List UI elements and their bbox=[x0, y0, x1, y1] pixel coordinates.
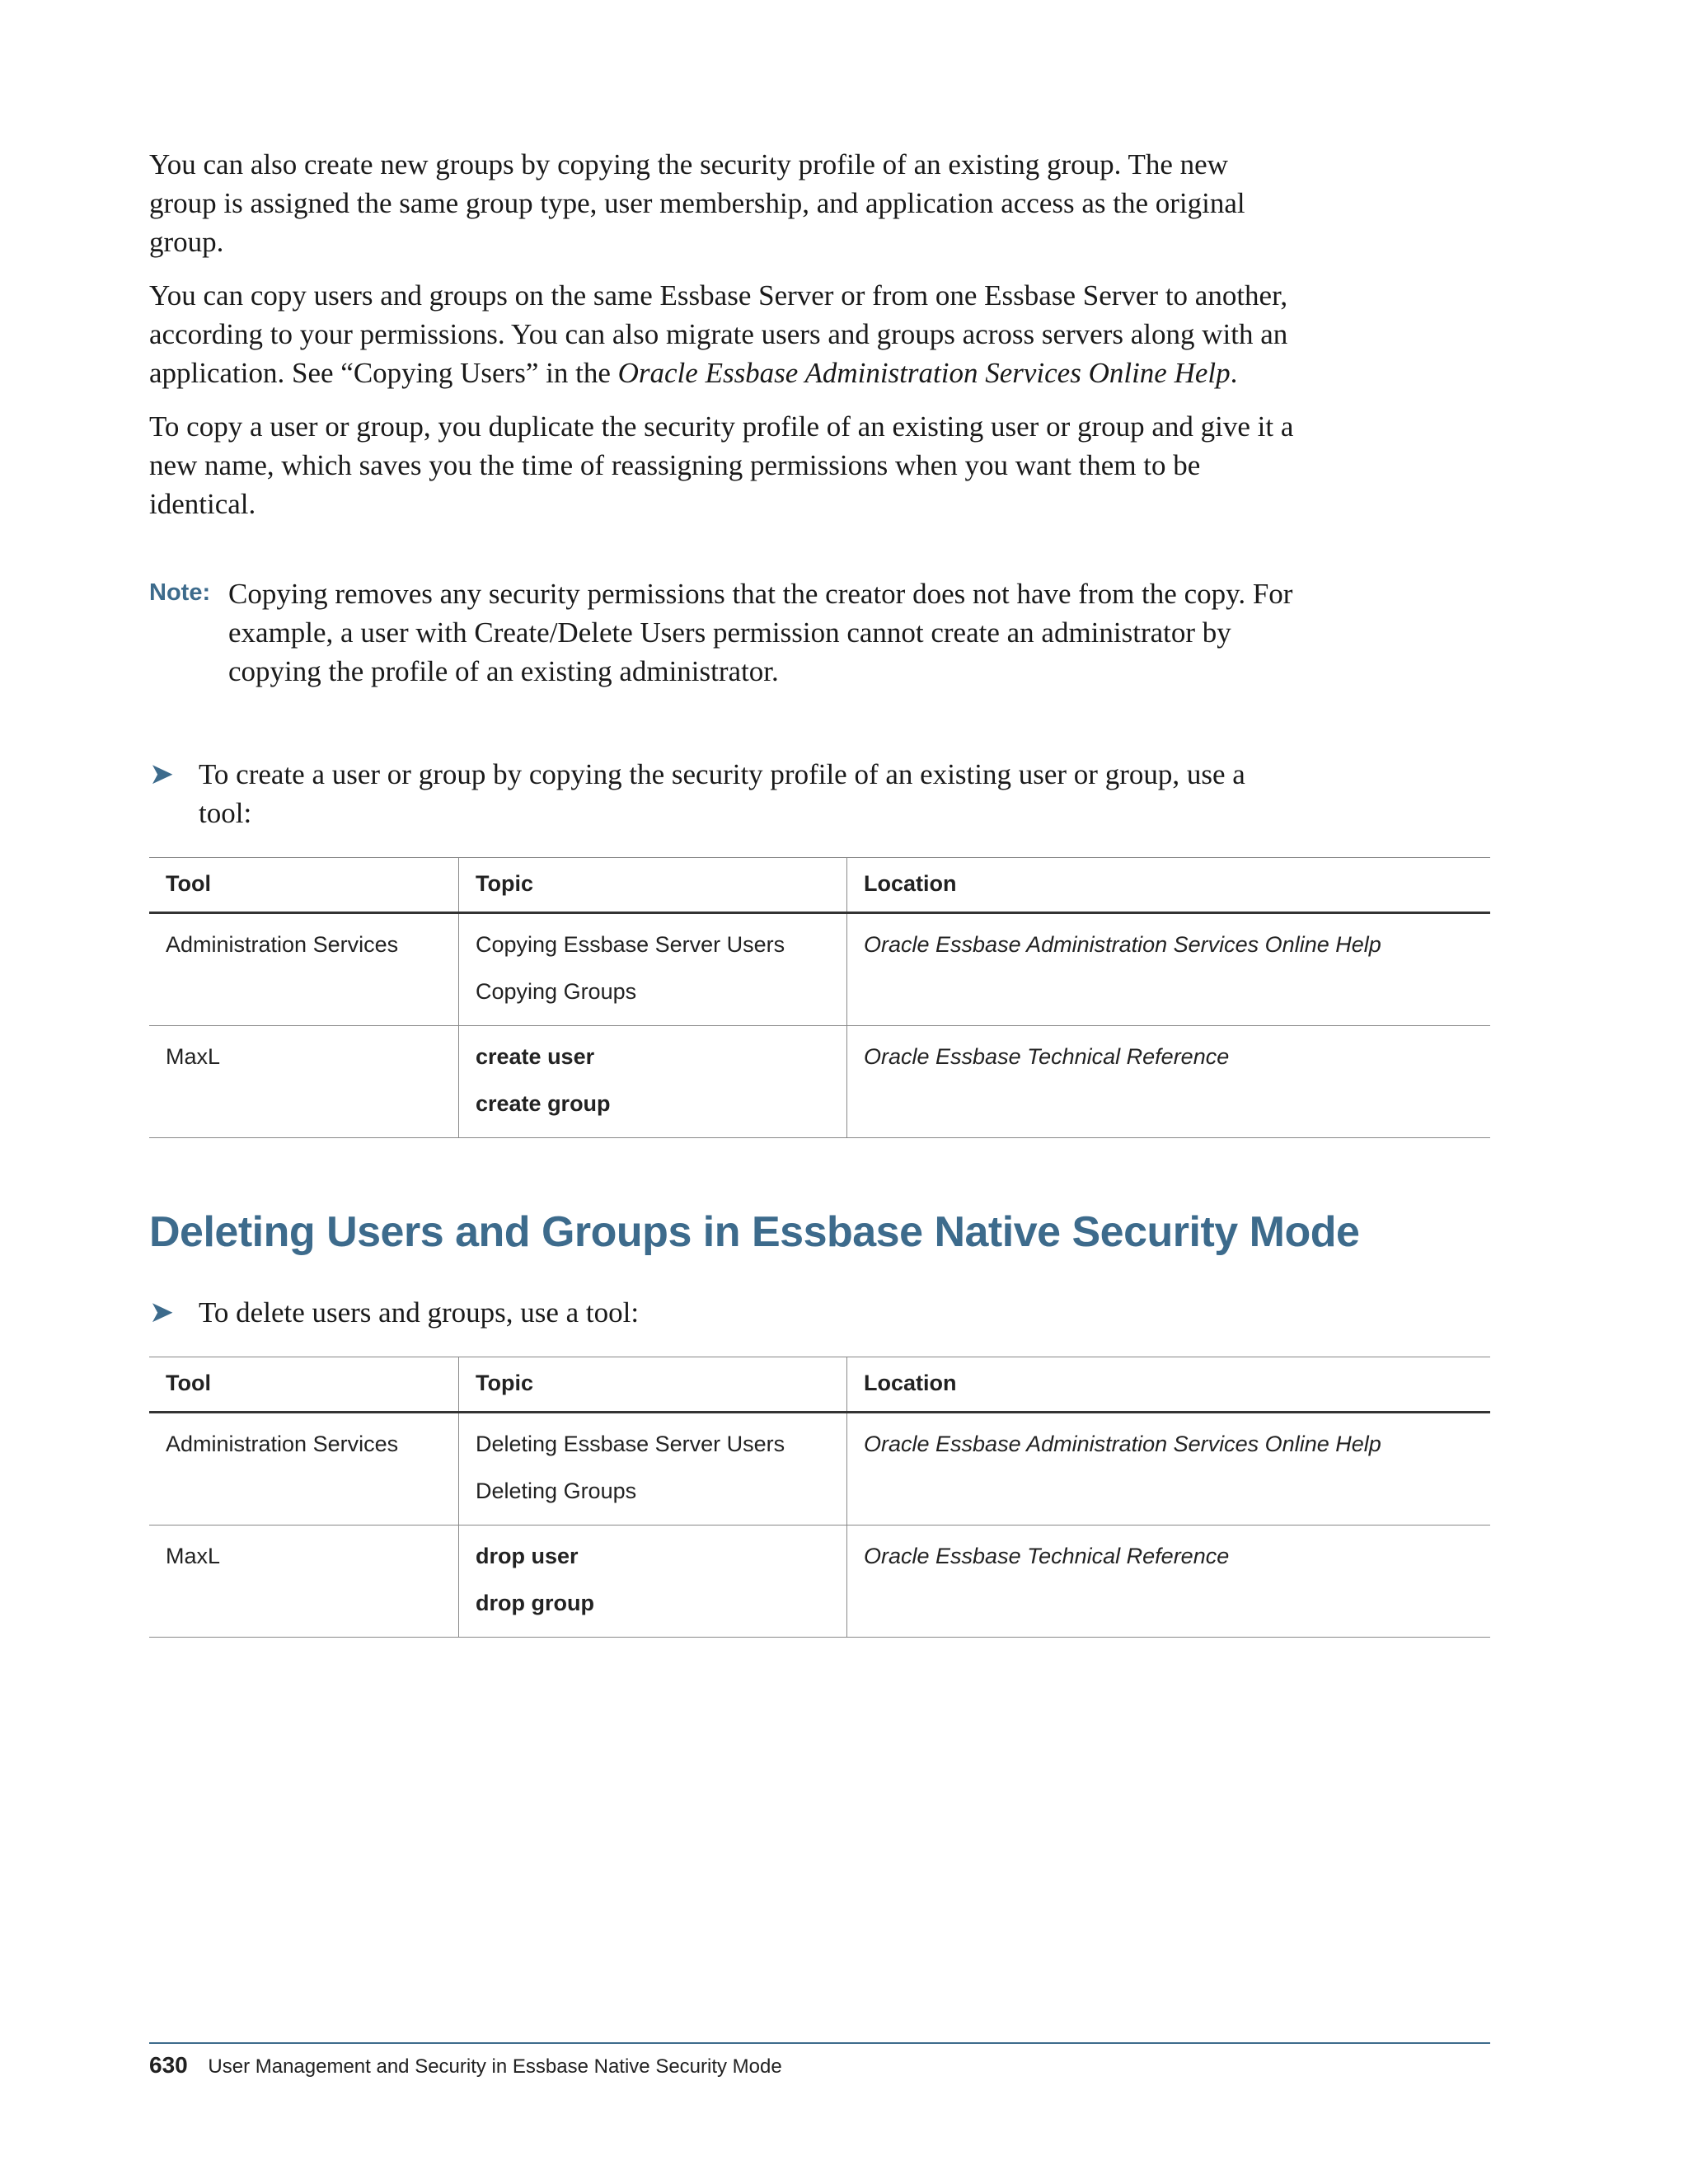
intro-text bbox=[149, 145, 1295, 523]
cell-topic bbox=[459, 1026, 847, 1138]
paragraph-1: You can also create new groups by copying the security profile of an existing group. The new group is assigned the same group type, user membership, and application access as the original group. bbox=[149, 148, 1245, 258]
note-label: Note: bbox=[149, 579, 211, 606]
table-row bbox=[149, 1026, 1490, 1138]
section-heading: Deleting Users and Groups in Essbase Native Security Mode bbox=[149, 1208, 1360, 1256]
table-row bbox=[149, 1526, 1490, 1638]
cell-tool: Administration Services bbox=[149, 913, 459, 1026]
arrow-icon: ➤ bbox=[149, 757, 175, 790]
table-row bbox=[149, 913, 1490, 1026]
note-block bbox=[149, 574, 1295, 691]
cell-topic bbox=[459, 1526, 847, 1638]
cell-topic bbox=[459, 1413, 847, 1526]
online-help-reference: Oracle Essbase Administration Services Online Help bbox=[617, 357, 1231, 389]
topic-link[interactable]: Deleting Essbase Server Users bbox=[476, 1432, 785, 1456]
topic-link[interactable]: Copying Essbase Server Users bbox=[476, 932, 785, 957]
note-text: Copying removes any security permissions that the creator does not have from the copy. For example, a user with Create/Delete Users permission cannot create an administrator by copying the profile of an existing administrator. bbox=[228, 578, 1293, 687]
command-name: drop group bbox=[476, 1591, 594, 1615]
page-number: 630 bbox=[149, 2052, 188, 2078]
table-header-row bbox=[149, 858, 1490, 913]
cell-location: Oracle Essbase Administration Services Online Help bbox=[847, 1413, 1491, 1526]
paragraph-2 bbox=[149, 276, 1295, 392]
command-name: create group bbox=[476, 1091, 611, 1116]
paragraph-3: To copy a user or group, you duplicate the security profile of an existing user or group and give it a new name, which saves you the time of reassigning permissions when you want them to be identical. bbox=[149, 410, 1294, 520]
procedure-delete-text: To delete users and groups, use a tool: bbox=[199, 1296, 640, 1329]
procedure-delete bbox=[149, 1293, 1295, 1332]
header-topic: Topic bbox=[459, 1357, 847, 1413]
header-tool: Tool bbox=[149, 858, 459, 913]
page-footer bbox=[149, 2042, 1490, 2079]
cell-topic bbox=[459, 913, 847, 1026]
table-row bbox=[149, 1413, 1490, 1526]
header-location: Location bbox=[847, 1357, 1491, 1413]
cell-location: Oracle Essbase Technical Reference bbox=[847, 1526, 1491, 1638]
paragraph-2-end: . bbox=[1230, 357, 1238, 389]
command-name: drop user bbox=[476, 1544, 579, 1568]
delete-tools-table bbox=[149, 1357, 1490, 1638]
command-name: create user bbox=[476, 1044, 595, 1069]
cell-location: Oracle Essbase Technical Reference bbox=[847, 1026, 1491, 1138]
header-location: Location bbox=[847, 858, 1491, 913]
cell-location: Oracle Essbase Administration Services Online Help bbox=[847, 913, 1491, 1026]
paragraph-2-text: You can copy users and groups on the same Essbase Server or from one Essbase Server to another, according to your permissions. You can also migrate users and groups across servers along with an application. See “Copying Users” in the bbox=[149, 279, 1288, 389]
table-header-row bbox=[149, 1357, 1490, 1413]
cell-tool: Administration Services bbox=[149, 1413, 459, 1526]
copy-tools-table bbox=[149, 857, 1490, 1138]
cell-tool: MaxL bbox=[149, 1026, 459, 1138]
cell-tool: MaxL bbox=[149, 1526, 459, 1638]
procedure-copy-text: To create a user or group by copying the security profile of an existing user or group, use a tool: bbox=[199, 758, 1245, 829]
topic-link[interactable]: Deleting Groups bbox=[476, 1479, 637, 1503]
page-content bbox=[149, 145, 1490, 1638]
procedure-copy bbox=[149, 755, 1295, 832]
running-title: User Management and Security in Essbase Native Security Mode bbox=[208, 2055, 782, 2078]
header-tool: Tool bbox=[149, 1357, 459, 1413]
arrow-icon: ➤ bbox=[149, 1296, 175, 1329]
header-topic: Topic bbox=[459, 858, 847, 913]
topic-link[interactable]: Copying Groups bbox=[476, 979, 637, 1004]
